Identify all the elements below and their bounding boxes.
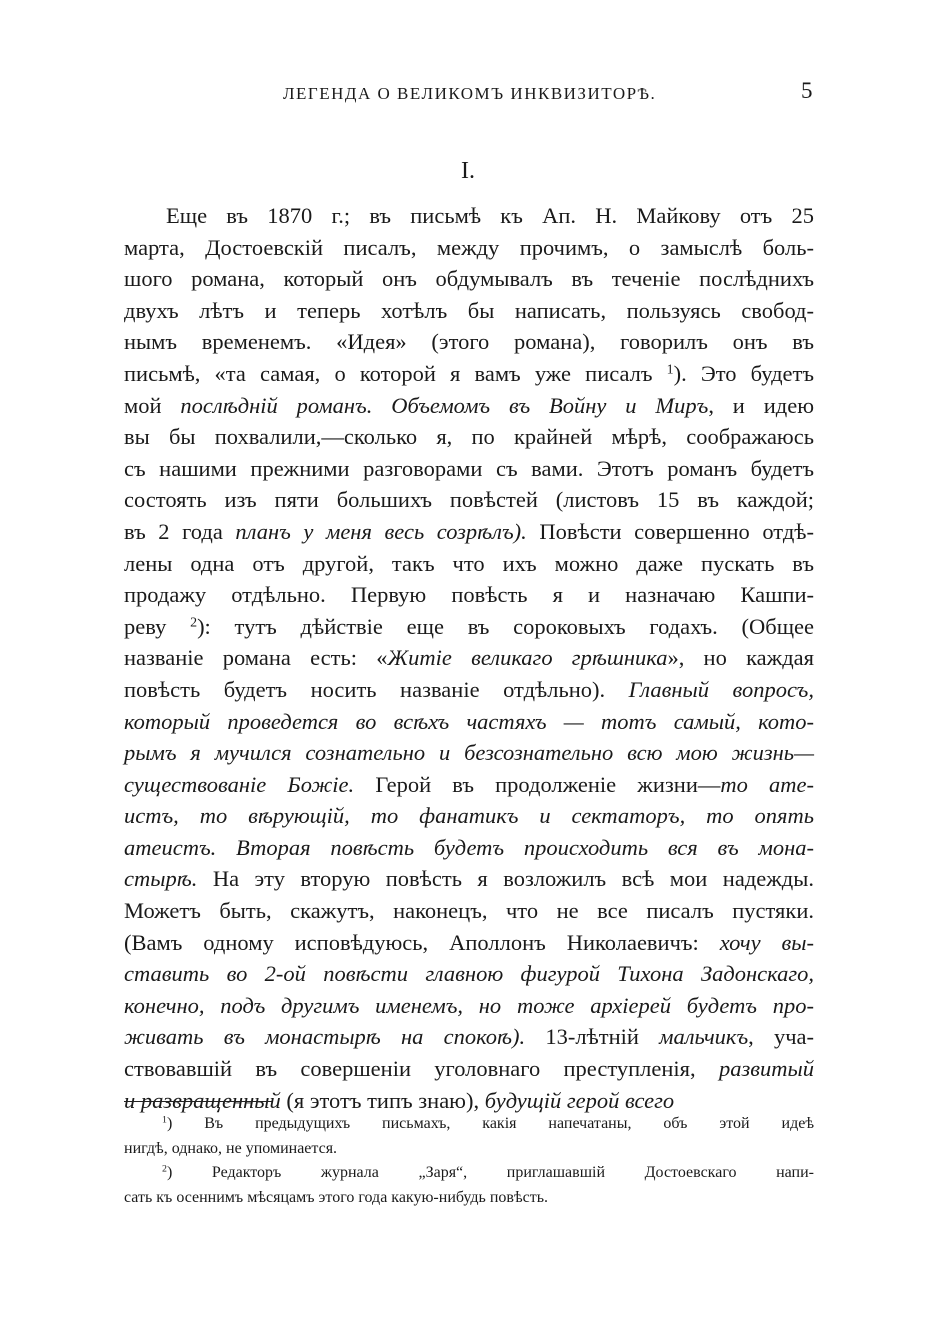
text-run: , уча- [748,1024,815,1050]
text-line [124,863,814,895]
italic-text: Житіе великаго грѣшника [387,645,668,671]
text-line [124,484,814,516]
text-run: двухъ лѣтъ и теперь хотѣлъ бы написать, пользуясь свобод- [124,297,814,323]
italic-text: истъ, то вѣрующій, то фанатикъ и сектаторъ, то опять [124,803,814,829]
text-line [124,1021,814,1053]
text-run: (Вамъ одному исповѣдуюсь, Аполлонъ Николаевичъ: [124,929,720,955]
footnote-line [124,1186,814,1211]
italic-text: существованіе Божіе. [124,771,355,797]
text-line [124,453,814,485]
text-run: На эту вторую повѣсть я возложилъ всѣ мои надежды. [197,866,814,892]
text-run: Герой въ продолженіе жизни— [354,771,721,797]
running-title: ЛЕГЕНДА О ВЕЛИКОМЪ ИНКВИЗИТОРѢ. [283,84,657,103]
text-line [124,390,814,422]
text-line [124,611,814,643]
text-run: Еще въ 1870 г.; въ письмѣ къ Ап. Н. Майкову отъ 25 [166,203,814,228]
text-line [124,548,814,580]
text-run: названіе романа есть: « [124,645,388,671]
running-head [0,78,936,114]
text-run: шого романа, который онъ обдумывалъ въ теченіе послѣднихъ [124,266,814,292]
footnote-line [124,1161,814,1186]
text-line [124,990,814,1022]
footnote-ref: 1 [162,1114,167,1126]
italic-text: мальчикъ [659,1024,749,1050]
text-run: нымъ временемъ. «Идея» (этого романа), говорилъ онъ въ [124,329,814,355]
text-run: сать къ осеннимъ мѣсяцамъ этого года какую-нибудь повѣсть. [124,1188,549,1206]
footnote-ref: 1 [666,362,674,378]
italic-text: развитый [718,1056,814,1082]
text-run: ) Редакторъ журнала „Заря“, приглашавшій Достоевскаго напи- [166,1164,814,1182]
text-line [124,516,814,548]
text-run: письмѣ, «та самая, о которой я вамъ уже писалъ [124,360,667,386]
text-run: нигдѣ, однако, не упоминается. [124,1139,338,1157]
footnote-ref: 2 [162,1163,167,1175]
text-line [124,895,814,927]
body-text [124,200,814,1116]
text-line [124,326,814,358]
text-line [124,232,814,264]
italic-text: стырѣ. [124,866,198,892]
italic-text: то ате- [720,771,814,797]
italic-text: и развращенный [124,1087,281,1113]
text-line [124,706,814,738]
italic-text: конечно, подъ другимъ именемъ, но тоже архіерей будетъ про- [124,992,814,1018]
italic-text: атеистъ. Вторая повѣсть будетъ происходить вся въ мона- [124,834,814,860]
text-run: состоять изъ пяти большихъ повѣстей (листовъ 15 въ каждой; [124,487,814,513]
page-number: 5 [801,78,813,103]
italic-text: который проведется во всѣхъ частяхъ — тотъ самый, кото- [124,708,814,734]
footnote-line [124,1137,814,1162]
text-run: вы бы похвалили,—сколько я, по крайней мѣрѣ, соображаюсь [124,424,814,450]
footnotes [124,1112,814,1210]
section-heading: I. [461,158,475,184]
text-line [124,200,814,232]
italic-text: рымъ я мучился сознательно и безсознательно всю мою жизнь— [124,740,814,766]
text-line [124,800,814,832]
text-line [124,1053,814,1085]
italic-text: Главный вопросъ, [628,676,814,702]
text-line [124,263,814,295]
text-run: , и идею [708,392,815,418]
text-line [124,642,814,674]
text-run: продажу отдѣльно. Первую повѣсть я и назначаю Кашпи- [124,582,814,608]
footnote-rule [124,1101,272,1102]
italic-text: планъ у меня весь созрѣлъ). [235,518,527,544]
text-run: 13-лѣтній [525,1024,660,1050]
text-line [124,579,814,611]
italic-text: живать въ монастырѣ на спокоѣ). [124,1024,526,1050]
footnote-ref: 2 [190,615,198,631]
text-run: Повѣсти совершенно отдѣ- [526,518,814,544]
italic-text: ставить во 2-ой повѣсти главною фигурой Тихона Задонскаго, [124,961,814,987]
text-run: Можетъ быть, скажутъ, наконецъ, что не все писалъ пустяки. [124,898,814,924]
text-line [124,958,814,990]
text-run: ) Въ предыдущихъ письмахъ, какія напечатаны, объ этой идеѣ [166,1115,814,1132]
italic-text: будущій герой всего [484,1087,675,1113]
text-run: ствовавшій въ совершеніи уголовнаго преступленія, [124,1056,719,1082]
text-run: съ нашими прежними разговорами съ вами. Этотъ романъ будетъ [124,455,814,481]
text-run: ): тутъ дѣйствіе еще въ сороковыхъ годахъ. (Общее [197,613,814,639]
italic-text: послѣдній романъ. Объемомъ въ Войну и Миръ [180,392,709,418]
text-run: лены одна отъ другой, такъ что ихъ можно даже пускать въ [124,550,814,576]
text-run: марта, Достоевскій писалъ, между прочимъ, о замыслѣ боль- [124,234,814,260]
text-line [124,737,814,769]
text-run: ). Это будетъ [673,360,814,386]
text-run: реву [124,613,191,639]
text-run: повѣсть будетъ носить названіе отдѣльно). [124,676,629,702]
text-run: (я этотъ типъ знаю), [280,1087,485,1113]
text-run: въ 2 года [124,518,236,544]
text-line [124,769,814,801]
footnote-line [124,1112,814,1137]
text-line [124,832,814,864]
text-line [124,358,814,390]
text-line [124,927,814,959]
text-run: мой [124,392,181,418]
text-line [124,295,814,327]
text-line [124,674,814,706]
italic-text: хочу вы- [719,929,815,955]
text-line [124,421,814,453]
text-run: », но каждая [667,645,814,671]
